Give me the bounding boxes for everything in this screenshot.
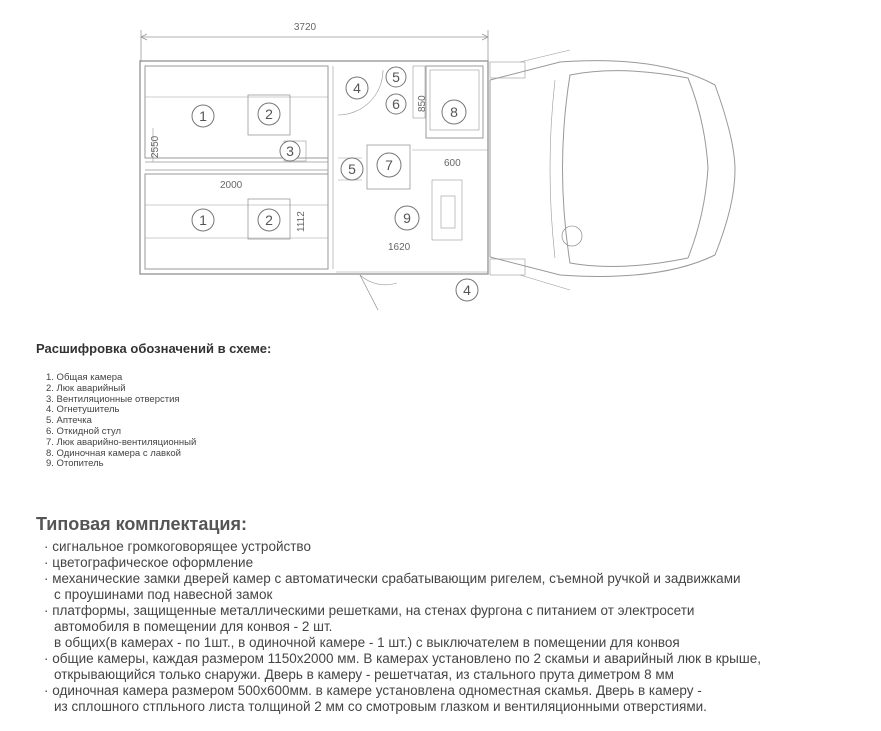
legend-item: 3. Вентиляционные отверстия: [46, 393, 180, 405]
legend-item: 9. Отопитель: [46, 458, 104, 470]
marker-label-5-top: 5: [392, 69, 400, 85]
legend-item: 2. Люк аварийный: [46, 382, 126, 394]
marker-label-9: 9: [403, 210, 411, 226]
marker-label-6: 6: [392, 96, 400, 112]
legend-item: 8. Одиночная камера с лавкой: [46, 447, 181, 459]
dimension-width-1620: 1620: [388, 242, 411, 253]
floor-plan-diagram: [0, 0, 881, 330]
dimension-width-600: 600: [444, 158, 461, 169]
equipment-line: · одиночная камера размером 500х600мм. в камере установлена одноместная скамья. Дверь в камеру -: [44, 683, 702, 698]
equipment-line: · цветографическое оформление: [44, 555, 254, 570]
legend-list: [46, 373, 196, 470]
equipment-line: в общих(в камерах - по 1шт., в одиночной камере - 1 шт.) с выключателем в помещении для конвоя: [54, 635, 680, 650]
marker-label-4-top: 4: [353, 80, 361, 96]
legend-item: 6. Откидной стул: [46, 425, 122, 437]
equipment-line: · платформы, защищенные металлическими решетками, на стенах фургона с питанием от электросети: [44, 603, 695, 618]
equipment-title: Типовая комплектация:: [36, 514, 247, 534]
legend-item: 1. Общая камера: [46, 372, 123, 383]
marker-label-1-bottom: 1: [199, 212, 207, 228]
equipment-line: открывающийся только снаружи. Дверь в камеру - решетчатая, из стального прута диметром 8 мм: [54, 667, 674, 682]
marker-label-1-top: 1: [199, 108, 207, 124]
legend-item: 5. Аптечка: [46, 415, 92, 427]
dimension-module-850: 850: [417, 95, 428, 112]
legend-item: 7. Люк аварийно-вентиляционный: [46, 436, 197, 448]
dimension-cell-height: 1112: [296, 211, 307, 232]
legend-title: Расшифровка обозначений в схеме:: [36, 341, 272, 356]
dimension-cell-width: 2000: [220, 180, 243, 191]
marker-label-2-top: 2: [265, 106, 273, 122]
equipment-list: [44, 539, 874, 715]
dimension-height-left: 2550: [150, 135, 161, 158]
legend-item: 4. Огнетушитель: [46, 404, 120, 416]
marker-label-5-mid: 5: [348, 161, 356, 177]
equipment-line: из сплошного стпльного листа толщиной 2 мм со смотровым глазком и вентиляционными отверстиями.: [54, 699, 707, 714]
equipment-line: · механические замки дверей камер с автоматически срабатывающим ригелем, съемной ручкой и задвижками: [44, 571, 741, 586]
equipment-line: · сигнальное громкоговорящее устройство: [44, 539, 311, 554]
marker-label-3: 3: [286, 143, 294, 159]
equipment-line: · общие камеры, каждая размером 1150х2000 мм. В камерах установлено по 2 скамьи и аварийный люк в крыше,: [44, 651, 761, 666]
truck-cab: [490, 50, 735, 290]
marker-label-4-bottom: 4: [463, 282, 471, 298]
dimension-total-length: [141, 30, 488, 62]
equipment-line: с проушинами под навесной замок: [54, 587, 273, 602]
marker-label-2-bottom: 2: [265, 212, 273, 228]
dimension-total-length-label: 3720: [293, 22, 317, 33]
marker-label-8: 8: [450, 104, 458, 120]
marker-label-7: 7: [385, 157, 393, 173]
van-body: [140, 61, 488, 310]
equipment-line: автомобиля в помещении для конвоя - 2 шт.: [54, 619, 333, 634]
